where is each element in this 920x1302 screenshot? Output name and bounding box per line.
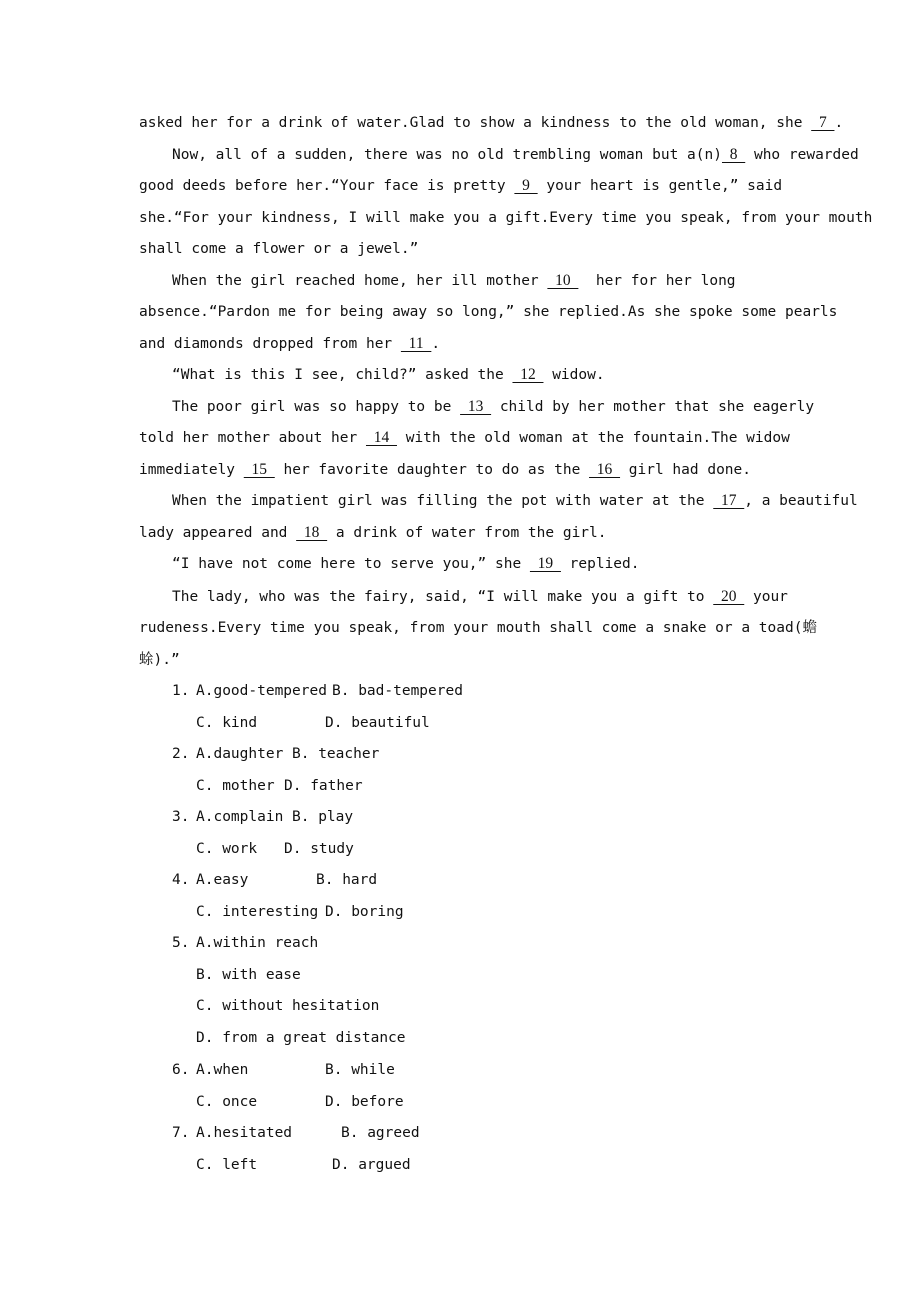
- answer-blank: 14: [365, 429, 397, 446]
- answer-option[interactable]: B. play: [292, 809, 354, 825]
- passage-text: a drink of water from the girl.: [327, 525, 607, 541]
- passage-line: [139, 428, 790, 448]
- question-number: 5.: [172, 935, 190, 951]
- passage-text: who rewarded: [745, 147, 859, 163]
- passage-text: your heart is gentle,” said: [537, 178, 783, 194]
- passage-text: absence.“Pardon me for being away so long,” she replied.As she spoke some pearls: [139, 304, 838, 320]
- answer-blank: 15: [243, 461, 275, 478]
- passage-line: [172, 491, 858, 511]
- answer-blank: 7: [811, 114, 835, 131]
- answer-option[interactable]: B. teacher: [292, 746, 380, 762]
- passage-text: When the girl reached home, her ill mother: [172, 273, 548, 289]
- answer-option[interactable]: C. without hesitation: [196, 998, 380, 1014]
- answer-option[interactable]: B. with ease: [196, 966, 301, 983]
- passage-line: [139, 208, 872, 228]
- question-number: 1.: [172, 683, 190, 699]
- answer-blank: 19: [529, 555, 561, 572]
- passage-text: with the old woman at the fountain.The widow: [396, 430, 790, 446]
- passage-text: 蜍).”: [139, 652, 180, 668]
- passage-text: and diamonds dropped from her: [139, 336, 401, 352]
- passage-text: The lady, who was the fairy, said, “I will make you a gift to: [172, 589, 714, 605]
- question-number: 4.: [172, 872, 190, 888]
- answer-option[interactable]: D. boring: [325, 903, 404, 920]
- passage-line: [139, 334, 440, 354]
- answer-blank: 11: [400, 335, 432, 352]
- answer-blank: 12: [512, 366, 544, 383]
- answer-blank: 18: [296, 524, 328, 541]
- answer-option[interactable]: D. argued: [332, 1156, 411, 1173]
- passage-text: .: [431, 336, 441, 352]
- passage-line: [139, 302, 837, 322]
- answer-option[interactable]: C. once: [196, 1093, 258, 1110]
- passage-line: [139, 239, 418, 259]
- question-number: 6.: [172, 1062, 190, 1078]
- passage-text: your: [744, 589, 788, 605]
- passage-text: her favorite daughter to do as the: [274, 462, 590, 478]
- answer-option[interactable]: D. father: [284, 777, 363, 794]
- answer-option[interactable]: A.easy: [196, 872, 249, 888]
- passage-text: asked her for a drink of water.Glad to show a kindness to the old woman, she: [139, 115, 812, 131]
- passage-text: “I have not come here to serve you,” she: [172, 556, 530, 572]
- question-number: 2.: [172, 746, 190, 762]
- answer-blank: 8: [721, 146, 746, 163]
- answer-blank: 10: [547, 272, 579, 289]
- question-number: 3.: [172, 809, 190, 825]
- answer-option[interactable]: C. work: [196, 840, 258, 857]
- passage-line: [172, 271, 736, 291]
- passage-line: [172, 145, 859, 165]
- answer-option[interactable]: C. left: [196, 1156, 258, 1173]
- passage-text: she.“For your kindness, I will make you a gift.Every time you speak, from your mouth: [139, 210, 873, 226]
- passage-text: replied.: [560, 556, 640, 572]
- question-number: 7.: [172, 1125, 190, 1141]
- answer-blank: 17: [713, 492, 745, 509]
- passage-line: [172, 587, 788, 607]
- answer-option[interactable]: C. mother: [196, 777, 275, 794]
- passage-line: [172, 397, 814, 417]
- passage-line: [139, 650, 180, 670]
- passage-line: [139, 523, 607, 543]
- answer-option[interactable]: C. interesting: [196, 903, 319, 920]
- passage-text: shall come a flower or a jewel.”: [139, 241, 419, 257]
- answer-option[interactable]: D. from a great distance: [196, 1029, 406, 1046]
- passage-line: [172, 365, 605, 385]
- answer-option[interactable]: B. while: [325, 1062, 395, 1078]
- answer-blank: 16: [589, 461, 621, 478]
- passage-text: The poor girl was so happy to be: [172, 399, 461, 415]
- answer-option[interactable]: D. study: [284, 840, 354, 857]
- answer-option[interactable]: B. agreed: [341, 1125, 420, 1141]
- passage-line: [172, 554, 640, 574]
- passage-text: told her mother about her: [139, 430, 366, 446]
- passage-text: her for her long: [578, 273, 736, 289]
- passage-text: widow.: [543, 367, 605, 383]
- passage-text: , a beautiful: [744, 493, 858, 509]
- passage-line: [139, 176, 782, 196]
- passage-text: girl had done.: [620, 462, 751, 478]
- answer-option[interactable]: A.good-tempered: [196, 683, 327, 699]
- answer-option[interactable]: A.hesitated: [196, 1125, 293, 1141]
- answer-option[interactable]: A.daughter: [196, 746, 284, 762]
- passage-text: child by her mother that she eagerly: [491, 399, 815, 415]
- answer-option[interactable]: B. bad-tempered: [332, 683, 463, 699]
- passage-text: lady appeared and: [139, 525, 297, 541]
- answer-blank: 13: [460, 398, 492, 415]
- answer-blank: 20: [713, 588, 745, 605]
- answer-option[interactable]: C. kind: [196, 714, 258, 731]
- answer-option[interactable]: B. hard: [316, 872, 378, 888]
- passage-text: When the impatient girl was filling the pot with water at the: [172, 493, 714, 509]
- passage-line: [139, 113, 843, 133]
- passage-line: [139, 618, 817, 638]
- answer-option[interactable]: A.within reach: [196, 935, 319, 951]
- passage-text: Now, all of a sudden, there was no old trembling woman but a(n): [172, 147, 722, 163]
- answer-blank: 9: [514, 177, 538, 194]
- answer-option[interactable]: D. beautiful: [325, 714, 430, 731]
- passage-line: [139, 460, 751, 480]
- answer-option[interactable]: A.when: [196, 1062, 249, 1078]
- answer-option[interactable]: A.complain: [196, 809, 284, 825]
- passage-text: .: [834, 115, 844, 131]
- passage-text: good deeds before her.“Your face is pretty: [139, 178, 515, 194]
- passage-text: immediately: [139, 462, 244, 478]
- answer-option[interactable]: D. before: [325, 1093, 404, 1110]
- passage-text: “What is this I see, child?” asked the: [172, 367, 513, 383]
- passage-text: rudeness.Every time you speak, from your mouth shall come a snake or a toad(蟾: [139, 620, 817, 636]
